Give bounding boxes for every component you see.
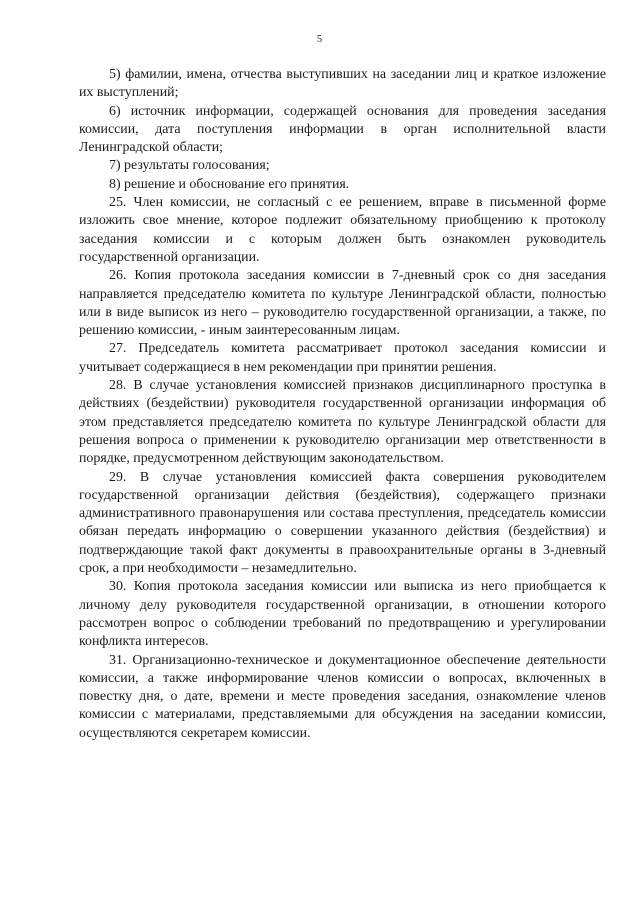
paragraph-clause-28: 28. В случае установления комиссией признаков дисциплинарного проступка в действиях (бездействии) руководителя государственной организации информация об этом представляется председателю комитета по культуре Ленинградской области для решения вопроса о применении к руководителю организации мер ответственности в порядке, предусмотренном действующим законодательством. xyxy=(79,378,606,467)
paragraph-clause-31: 31. Организационно-техническое и документационное обеспечение деятельности комиссии, а также информирование членов комиссии о вопросах, включенных в повестку дня, о дате, времени и месте проведения заседания, ознакомление членов комиссии с материалами, представляемыми для обсуждения на заседании комиссии, осуществляются секретарем комиссии. xyxy=(79,652,606,741)
paragraph-clause-29: 29. В случае установления комиссией факта совершения руководителем государственной организации действия (бездействия), содержащего признаки административного правонарушения или состава преступления, председатель комиссии обязан передать информацию о совершении указанного действия (бездействия) и подтверждающие такой факт документы в правоохранительные органы в 3-дневный срок, а при необходимости – незамедлительно. xyxy=(79,469,606,577)
paragraph-item-7: 7) результаты голосования; xyxy=(109,158,270,174)
paragraph-clause-25: 25. Член комиссии, не согласный с ее решением, вправе в письменной форме изложить свое мнение, которое подлежит обязательному приобщению к протоколу заседания комиссии и с которым должен быть ознакомлен руководитель государственной организации. xyxy=(79,195,606,265)
paragraph-item-8: 8) решение и обоснование его принятия. xyxy=(109,176,350,192)
paragraph-clause-27: 27. Председатель комитета рассматривает протокол заседания комиссии и учитывает содержащиеся в нем рекомендации при принятии решения. xyxy=(79,341,606,375)
paragraph-item-5: 5) фамилии, имена, отчества выступивших на заседании лиц и краткое изложение их выступлений; xyxy=(79,67,606,101)
paragraph-item-6: 6) источник информации, содержащей основания для проведения заседания комиссии, дата поступления информации в орган исполнительной власти Ленинградской области; xyxy=(79,103,606,156)
paragraph-clause-30: 30. Копия протокола заседания комиссии или выписка из него приобщается к личному делу руководителя государственной организации, в отношении которого рассмотрен вопрос о соблюдении требований по предотвращению и урегулировании конфликта интересов. xyxy=(79,579,606,650)
page-number: 5 xyxy=(316,34,323,45)
paragraph-clause-26: 26. Копия протокола заседания комиссии в 7-дневный срок со дня заседания направляется председателю комитета по культуре Ленинградской области, полностью или в виде выписок из него – руководителю государственной организации, а также, по решению комиссии, - иным заинтересованным лицам. xyxy=(79,268,606,339)
document-body xyxy=(79,66,606,743)
